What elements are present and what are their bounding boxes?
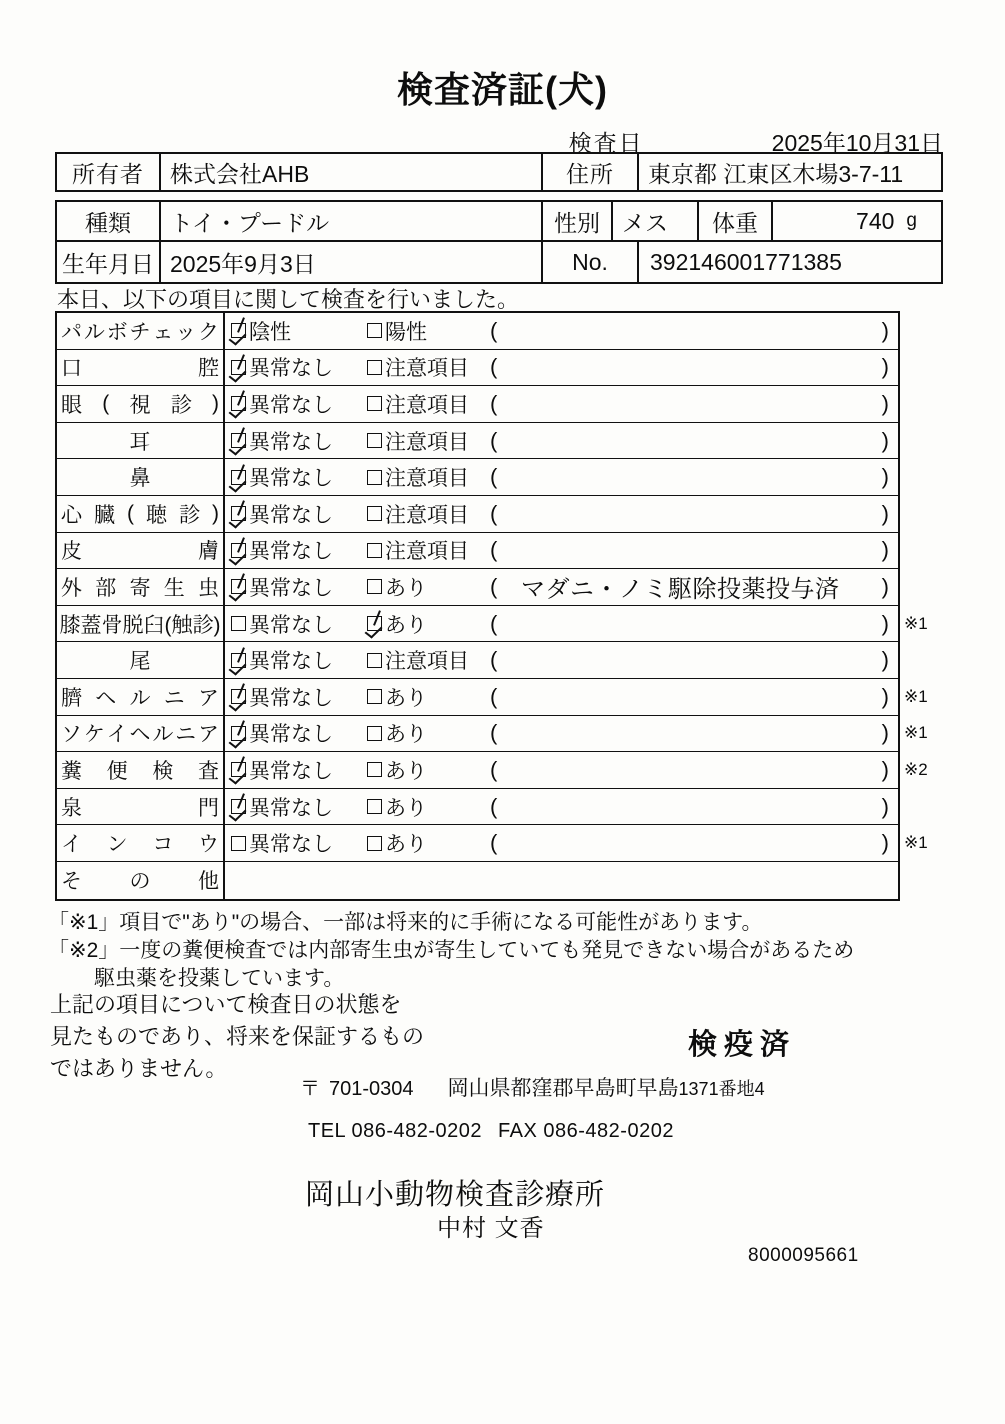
checkbox-icon[interactable] xyxy=(367,762,382,777)
footnote-marker: ※1 xyxy=(904,613,928,633)
checkbox-icon[interactable] xyxy=(367,323,382,338)
option-primary[interactable] xyxy=(231,426,359,456)
option-secondary-label: あり xyxy=(385,796,427,820)
option-secondary-label: 注意項目 xyxy=(385,540,469,564)
option-secondary-label: 注意項目 xyxy=(385,467,469,491)
checked-checkbox-icon[interactable] xyxy=(231,470,246,485)
checked-checkbox-icon[interactable] xyxy=(231,689,246,704)
weight-label: 体重 xyxy=(699,202,773,240)
checked-checkbox-icon[interactable] xyxy=(367,616,382,631)
note-paren-close: ) xyxy=(881,573,889,599)
checked-checkbox-icon[interactable] xyxy=(231,506,246,521)
reference-number: 8000095661 xyxy=(748,1245,859,1266)
note-paren-close: ) xyxy=(881,427,889,453)
option-secondary[interactable] xyxy=(367,645,469,675)
checklist-options xyxy=(225,862,898,899)
option-note: マダニ・ノミ駆除投薬投与済 xyxy=(521,576,840,604)
sex-label: 性別 xyxy=(543,202,613,240)
birth-value: 2025年9月3日 xyxy=(161,242,543,282)
address-label: 住所 xyxy=(543,154,639,190)
footnote-marker: ※1 xyxy=(904,686,928,706)
option-secondary[interactable] xyxy=(367,316,427,346)
checkbox-icon[interactable] xyxy=(367,360,382,375)
checklist-item-label: 耳 xyxy=(57,423,225,459)
option-secondary-label: 陽性 xyxy=(385,320,427,344)
checkbox-icon[interactable] xyxy=(367,470,382,485)
option-primary[interactable] xyxy=(231,792,359,822)
checklist-options xyxy=(225,825,898,861)
option-secondary[interactable] xyxy=(367,535,469,565)
quarantine-stamp: 検疫済 xyxy=(688,1029,797,1061)
option-secondary[interactable] xyxy=(367,755,427,785)
checkbox-icon[interactable] xyxy=(367,653,382,668)
sex-value: メス xyxy=(613,202,699,240)
animal-detail-table xyxy=(55,200,943,284)
checklist-options xyxy=(225,752,898,788)
page-title: 検査済証(犬) xyxy=(397,69,608,110)
address-value: 東京都 江東区木場3-7-11 xyxy=(648,160,904,187)
note-paren-close: ) xyxy=(881,610,889,636)
checklist-item-label: ソ ケ イ ヘ ル ニ ア xyxy=(57,716,225,752)
checklist-options xyxy=(225,789,898,825)
checklist-item-label: 尾 xyxy=(57,642,225,678)
checklist-options xyxy=(225,350,898,386)
checked-checkbox-icon[interactable] xyxy=(231,579,246,594)
checkbox-icon[interactable] xyxy=(367,836,382,851)
checklist-item-label: イ ン コ ウ xyxy=(57,825,225,861)
checklist-options xyxy=(225,459,898,495)
clinic-fax: FAX 086-482-0202 xyxy=(498,1120,674,1142)
option-primary[interactable] xyxy=(231,718,359,748)
birth-label: 生年月日 xyxy=(57,242,161,282)
checklist-row xyxy=(57,789,898,826)
checklist-options xyxy=(225,533,898,569)
checklist-item-label: 皮 膚 xyxy=(57,533,225,569)
option-secondary[interactable] xyxy=(367,718,427,748)
option-primary[interactable] xyxy=(231,389,359,419)
option-primary-label: 異常なし xyxy=(249,723,333,747)
note-paren-close: ) xyxy=(881,390,889,416)
note-paren-close: ) xyxy=(881,756,889,782)
number-value: 392146001771385 xyxy=(650,248,842,275)
option-primary-label: 異常なし xyxy=(249,393,333,417)
checklist-options xyxy=(225,569,898,605)
option-secondary[interactable] xyxy=(367,389,469,419)
kind-value: トイ・プードル xyxy=(161,202,543,240)
option-primary-label: 異常なし xyxy=(249,357,333,381)
option-primary[interactable] xyxy=(231,645,359,675)
footnote-marker: ※1 xyxy=(904,723,928,743)
option-primary-label: 異常なし xyxy=(249,430,333,454)
option-secondary[interactable] xyxy=(367,682,427,712)
checklist-item-label: 糞 便 検 査 xyxy=(57,752,225,788)
note-paren-open: ( xyxy=(490,537,498,563)
checked-checkbox-icon[interactable] xyxy=(231,323,246,338)
checklist-row xyxy=(57,642,898,679)
note-paren-open: ( xyxy=(490,683,498,709)
option-primary-label: 異常なし xyxy=(249,686,333,710)
option-primary-label: 異常なし xyxy=(249,540,333,564)
animal-row-birth xyxy=(57,242,941,282)
checklist-item-label: そ の 他 xyxy=(57,862,225,899)
footnote-2-line2: 駆虫薬を投薬しています。 xyxy=(94,966,345,990)
option-secondary[interactable] xyxy=(367,352,469,382)
checked-checkbox-icon[interactable] xyxy=(231,799,246,814)
checkbox-icon[interactable] xyxy=(231,616,246,631)
checkbox-icon[interactable] xyxy=(367,579,382,594)
option-secondary[interactable] xyxy=(367,792,427,822)
option-secondary-label: あり xyxy=(385,723,427,747)
checked-checkbox-icon[interactable] xyxy=(231,762,246,777)
veterinarian-name: 中村 文香 xyxy=(437,1215,545,1242)
checklist-options xyxy=(225,496,898,532)
note-paren-close: ) xyxy=(881,464,889,490)
checkbox-icon[interactable] xyxy=(367,689,382,704)
checklist-row xyxy=(57,386,898,423)
option-secondary-label: 注意項目 xyxy=(385,393,469,417)
footnote-2-line1: 「※2」一度の糞便検査では内部寄生虫が寄生していても発見できない場合があるため xyxy=(48,938,855,962)
note-paren-close: ) xyxy=(881,354,889,380)
note-paren-open: ( xyxy=(490,720,498,746)
option-primary[interactable] xyxy=(231,828,359,858)
option-secondary[interactable] xyxy=(367,828,427,858)
checkbox-icon[interactable] xyxy=(367,726,382,741)
note-paren-close: ) xyxy=(881,647,889,673)
kind-label: 種類 xyxy=(57,202,161,240)
footnote-marker: ※2 xyxy=(904,759,928,779)
checklist-row xyxy=(57,423,898,460)
checklist-row xyxy=(57,459,898,496)
footnote-1: 「※1」項目で"あり"の場合、一部は将来的に手術になる可能性があります。 xyxy=(48,911,763,934)
postal-mark-icon: 〒 xyxy=(300,1078,320,1100)
checklist-row xyxy=(57,825,928,862)
checklist-item-label: 心 臓 ( 聴 診 ) xyxy=(57,496,225,532)
weight-unit: g xyxy=(906,210,917,231)
option-secondary-label: 注意項目 xyxy=(385,503,469,527)
note-paren-close: ) xyxy=(881,830,889,856)
clinic-tel: TEL 086-482-0202 xyxy=(308,1120,483,1142)
note-paren-open: ( xyxy=(490,354,498,380)
checkbox-icon[interactable] xyxy=(367,543,382,558)
weight-value: 740 xyxy=(856,207,895,234)
clinic-name: 岡山小動物検査診療所 xyxy=(305,1179,606,1211)
checklist-item-label: 鼻 xyxy=(57,459,225,495)
note-paren-close: ) xyxy=(881,500,889,526)
option-secondary-label: あり xyxy=(385,759,427,783)
option-secondary-label: あり xyxy=(385,833,427,857)
checklist-options xyxy=(225,679,898,715)
exam-date-value: 2025年10月31日 xyxy=(771,130,943,156)
checked-checkbox-icon[interactable] xyxy=(231,543,246,558)
checkbox-icon[interactable] xyxy=(367,433,382,448)
option-primary[interactable] xyxy=(231,609,359,639)
animal-row-kind xyxy=(57,202,941,242)
note-paren-open: ( xyxy=(490,573,498,599)
option-secondary-label: 注意項目 xyxy=(385,357,469,381)
checklist-row xyxy=(57,533,898,570)
option-primary-label: 異常なし xyxy=(249,650,333,674)
checklist-item-label: 臍 ヘ ル ニ ア xyxy=(57,679,225,715)
disclaimer-line-1: 上記の項目について検査日の状態を xyxy=(50,992,402,1017)
checklist-row xyxy=(57,313,898,350)
inspection-checklist xyxy=(55,311,928,901)
note-paren-close: ) xyxy=(881,720,889,746)
checklist-row xyxy=(57,716,928,753)
option-primary-label: 異常なし xyxy=(249,796,333,820)
checked-checkbox-icon[interactable] xyxy=(231,433,246,448)
note-paren-open: ( xyxy=(490,317,498,343)
clinic-telfax xyxy=(308,1120,674,1143)
checklist-item-label: 眼 ( 視 診 ) xyxy=(57,386,225,422)
option-secondary-label: あり xyxy=(385,686,427,710)
option-primary-label: 異常なし xyxy=(249,833,333,857)
option-primary-label: 異常なし xyxy=(249,576,333,600)
note-paren-open: ( xyxy=(490,756,498,782)
option-secondary[interactable] xyxy=(367,426,469,456)
checklist-item-label: 膝蓋骨脱臼(触診) xyxy=(57,606,225,642)
note-paren-open: ( xyxy=(490,793,498,819)
checklist-options xyxy=(225,386,898,422)
option-primary[interactable] xyxy=(231,535,359,565)
checklist-item-label: 外 部 寄 生 虫 xyxy=(57,569,225,605)
checklist-row xyxy=(57,496,898,533)
checklist-options xyxy=(225,716,898,752)
checklist-options xyxy=(225,313,898,349)
option-primary[interactable] xyxy=(231,572,359,602)
intro-sentence: 本日、以下の項目に関して検査を行いました。 xyxy=(57,287,520,312)
note-paren-open: ( xyxy=(490,464,498,490)
owner-table xyxy=(55,152,943,192)
checklist-row xyxy=(57,350,898,387)
option-primary-label: 異常なし xyxy=(249,613,333,637)
owner-value: 株式会社AHB xyxy=(161,154,543,190)
option-primary[interactable] xyxy=(231,352,359,382)
checklist-row xyxy=(57,679,928,716)
checklist-row xyxy=(57,752,928,789)
clinic-address-tail: 1371番地4 xyxy=(678,1079,765,1099)
disclaimer-line-3: ではありません。 xyxy=(50,1055,228,1081)
note-paren-open: ( xyxy=(490,427,498,453)
option-secondary[interactable] xyxy=(367,462,469,492)
note-paren-close: ) xyxy=(881,537,889,563)
option-primary[interactable] xyxy=(231,682,359,712)
checklist-options xyxy=(225,423,898,459)
checklist-item-label: 泉 門 xyxy=(57,789,225,825)
option-primary[interactable] xyxy=(231,462,359,492)
footnotes xyxy=(48,909,948,993)
note-paren-open: ( xyxy=(490,647,498,673)
option-primary-label: 異常なし xyxy=(249,503,333,527)
checkbox-icon[interactable] xyxy=(367,396,382,411)
checklist-options xyxy=(225,642,898,678)
option-secondary-label: 注意項目 xyxy=(385,430,469,454)
note-paren-close: ) xyxy=(881,793,889,819)
exam-date-label: 検査日 xyxy=(568,130,644,156)
option-primary[interactable] xyxy=(231,755,359,785)
option-secondary-label: 注意項目 xyxy=(385,650,469,674)
note-paren-open: ( xyxy=(490,610,498,636)
checked-checkbox-icon[interactable] xyxy=(231,360,246,375)
note-paren-close: ) xyxy=(881,317,889,343)
footnote-marker: ※1 xyxy=(904,833,928,853)
clinic-address xyxy=(300,1072,765,1102)
disclaimer xyxy=(50,989,470,1085)
option-secondary-label: あり xyxy=(385,576,427,600)
checklist-item-label: パ ル ボ チ ェ ッ ク xyxy=(57,313,225,349)
note-paren-open: ( xyxy=(490,500,498,526)
checkbox-icon[interactable] xyxy=(367,506,382,521)
checked-checkbox-icon[interactable] xyxy=(231,653,246,668)
option-primary[interactable] xyxy=(231,499,359,529)
checklist-row xyxy=(57,862,898,899)
option-primary-label: 異常なし xyxy=(249,467,333,491)
checkbox-icon[interactable] xyxy=(367,799,382,814)
option-secondary-label: あり xyxy=(385,613,427,637)
checked-checkbox-icon[interactable] xyxy=(231,726,246,741)
number-label: No. xyxy=(543,242,639,282)
checklist-row xyxy=(57,569,898,606)
option-secondary[interactable] xyxy=(367,572,427,602)
option-primary-label: 異常なし xyxy=(249,759,333,783)
option-primary-label: 陰性 xyxy=(249,320,291,344)
owner-label: 所有者 xyxy=(57,154,161,190)
note-paren-open: ( xyxy=(490,830,498,856)
checklist-item-label: 口 腔 xyxy=(57,350,225,386)
checkbox-icon[interactable] xyxy=(231,836,246,851)
clinic-zip: 701-0304 xyxy=(329,1078,414,1100)
checklist-row xyxy=(57,606,928,643)
checked-checkbox-icon[interactable] xyxy=(231,396,246,411)
checklist-options xyxy=(225,606,898,642)
disclaimer-line-2: 見たものであり、将来を保証するもの xyxy=(50,1023,425,1049)
note-paren-open: ( xyxy=(490,390,498,416)
option-primary[interactable] xyxy=(231,316,359,346)
option-secondary[interactable] xyxy=(367,499,469,529)
weight-value-cell xyxy=(773,202,941,240)
option-secondary[interactable] xyxy=(367,609,427,639)
note-paren-close: ) xyxy=(881,683,889,709)
clinic-address-main: 岡山県都窪郡早島町早島 xyxy=(447,1077,679,1100)
